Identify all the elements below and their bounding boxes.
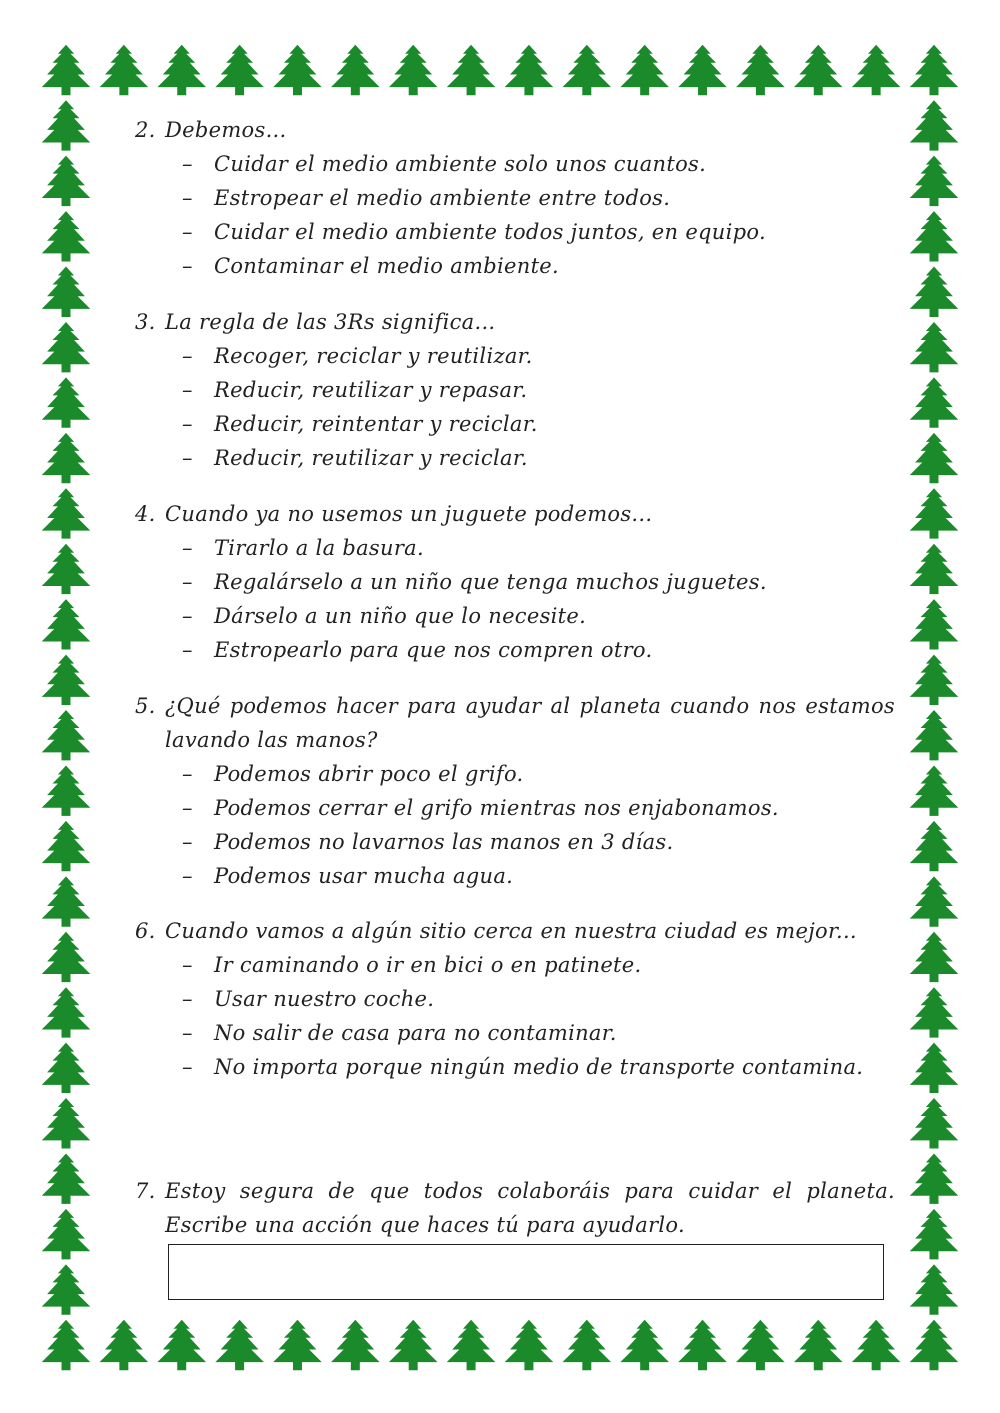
christmas-tree-icon: [910, 655, 959, 705]
christmas-tree-icon: [910, 1264, 959, 1314]
christmas-tree-icon: [910, 821, 959, 871]
option-item[interactable]: – Regalárselo a un niño que tenga muchos juguetes.: [135, 565, 895, 599]
option-item[interactable]: – Cuidar el medio ambiente solo unos cuantos.: [135, 147, 895, 181]
option-item[interactable]: – Reducir, reutilizar y repasar.: [135, 373, 895, 407]
option-text: Reducir, reutilizar y reciclar.: [214, 446, 528, 470]
christmas-tree-icon: [42, 322, 91, 372]
option-item[interactable]: – Podemos abrir poco el grifo.: [135, 757, 895, 791]
christmas-tree-icon: [910, 156, 959, 206]
christmas-tree-icon: [505, 1320, 554, 1370]
christmas-tree-icon: [42, 876, 91, 926]
question-text: La regla de las 3Rs significa...: [165, 310, 496, 334]
christmas-tree-icon: [42, 1043, 91, 1093]
christmas-tree-icon: [910, 932, 959, 982]
christmas-tree-icon: [620, 45, 669, 95]
option-item[interactable]: – Estropearlo para que nos compren otro.: [135, 633, 895, 667]
christmas-tree-icon: [42, 267, 91, 317]
christmas-tree-icon: [910, 1153, 959, 1203]
christmas-tree-icon: [389, 45, 438, 95]
option-text: Reducir, reintentar y reciclar.: [214, 412, 538, 436]
option-text: Ir caminando o ir en bici o en patinete.: [214, 953, 642, 977]
question-6: [135, 914, 895, 1084]
option-text: Podemos usar mucha agua.: [214, 864, 514, 888]
christmas-tree-icon: [910, 765, 959, 815]
christmas-tree-icon: [910, 322, 959, 372]
option-item[interactable]: – Dárselo a un niño que lo necesite.: [135, 599, 895, 633]
christmas-tree-icon: [273, 1320, 322, 1370]
christmas-tree-icon: [910, 1320, 959, 1370]
option-item[interactable]: – Reducir, reintentar y reciclar.: [135, 407, 895, 441]
christmas-tree-icon: [42, 1264, 91, 1314]
question-5: [135, 689, 895, 893]
option-item[interactable]: – Tirarlo a la basura.: [135, 531, 895, 565]
christmas-tree-icon: [678, 1320, 727, 1370]
christmas-tree-icon: [42, 1153, 91, 1203]
christmas-tree-icon: [910, 433, 959, 483]
option-item[interactable]: – Reducir, reutilizar y reciclar.: [135, 441, 895, 475]
answer-text-box[interactable]: [168, 1244, 884, 1300]
question-3: [135, 305, 895, 475]
christmas-tree-icon: [910, 267, 959, 317]
christmas-tree-icon: [910, 211, 959, 261]
christmas-tree-icon: [42, 100, 91, 150]
christmas-tree-icon: [157, 45, 206, 95]
christmas-tree-icon: [910, 710, 959, 760]
christmas-tree-icon: [42, 987, 91, 1037]
christmas-tree-icon: [910, 100, 959, 150]
christmas-tree-icon: [910, 45, 959, 95]
option-item[interactable]: – Usar nuestro coche.: [135, 982, 895, 1016]
option-text: Recoger, reciclar y reutilizar.: [214, 344, 533, 368]
christmas-tree-icon: [215, 45, 264, 95]
christmas-tree-icon: [42, 433, 91, 483]
christmas-tree-icon: [42, 156, 91, 206]
option-item[interactable]: – Ir caminando o ir en bici o en patinete.: [135, 948, 895, 982]
option-list: [135, 531, 895, 667]
christmas-tree-icon: [505, 45, 554, 95]
question-number: 5.: [135, 694, 156, 718]
question-number: 6.: [135, 919, 156, 943]
option-list: [135, 339, 895, 475]
christmas-tree-icon: [42, 1320, 91, 1370]
option-item[interactable]: – Recoger, reciclar y reutilizar.: [135, 339, 895, 373]
christmas-tree-icon: [910, 876, 959, 926]
option-item[interactable]: – Cuidar el medio ambiente todos juntos, en equipo.: [135, 215, 895, 249]
option-text: Cuidar el medio ambiente solo unos cuantos.: [214, 152, 707, 176]
christmas-tree-icon: [42, 599, 91, 649]
option-item[interactable]: – Podemos cerrar el grifo mientras nos enjabonamos.: [135, 791, 895, 825]
christmas-tree-icon: [447, 45, 496, 95]
christmas-tree-icon: [331, 45, 380, 95]
christmas-tree-icon: [331, 1320, 380, 1370]
christmas-tree-icon: [42, 211, 91, 261]
question-number: 4.: [135, 502, 156, 526]
christmas-tree-icon: [447, 1320, 496, 1370]
christmas-tree-icon: [910, 987, 959, 1037]
option-item[interactable]: – Contaminar el medio ambiente.: [135, 249, 895, 283]
option-text: Dárselo a un niño que lo necesite.: [214, 604, 587, 628]
option-text: No salir de casa para no contaminar.: [214, 1021, 617, 1045]
christmas-tree-icon: [736, 1320, 785, 1370]
christmas-tree-icon: [910, 1043, 959, 1093]
christmas-tree-icon: [563, 1320, 612, 1370]
christmas-tree-icon: [620, 1320, 669, 1370]
question-text: Cuando ya no usemos un juguete podemos...: [165, 502, 653, 526]
christmas-tree-icon: [42, 488, 91, 538]
option-text: Usar nuestro coche.: [214, 987, 435, 1011]
christmas-tree-icon: [563, 45, 612, 95]
option-item[interactable]: – Podemos no lavarnos las manos en 3 días.: [135, 825, 895, 859]
christmas-tree-icon: [42, 1209, 91, 1259]
option-text: Estropearlo para que nos compren otro.: [214, 638, 653, 662]
christmas-tree-icon: [42, 377, 91, 427]
christmas-tree-icon: [100, 45, 149, 95]
christmas-tree-icon: [910, 599, 959, 649]
question-text: ¿Qué podemos hacer para ayudar al planeta cuando nos estamos lavando las manos?: [165, 694, 895, 752]
christmas-tree-icon: [910, 544, 959, 594]
christmas-tree-icon: [42, 1098, 91, 1148]
christmas-tree-icon: [215, 1320, 264, 1370]
christmas-tree-icon: [273, 45, 322, 95]
christmas-tree-icon: [42, 655, 91, 705]
christmas-tree-icon: [42, 765, 91, 815]
christmas-tree-icon: [794, 45, 843, 95]
christmas-tree-icon: [736, 45, 785, 95]
option-text: Reducir, reutilizar y repasar.: [214, 378, 528, 402]
question-7: [135, 1174, 895, 1242]
option-text: Podemos cerrar el grifo mientras nos enjabonamos.: [214, 796, 779, 820]
christmas-tree-icon: [852, 45, 901, 95]
christmas-tree-icon: [42, 544, 91, 594]
christmas-tree-icon: [794, 1320, 843, 1370]
option-list: [135, 948, 895, 1084]
question-4: [135, 497, 895, 667]
christmas-tree-icon: [910, 377, 959, 427]
option-text: No importa porque ningún medio de transporte contamina.: [214, 1055, 864, 1079]
option-text: Podemos abrir poco el grifo.: [214, 762, 524, 786]
option-list: [135, 757, 895, 893]
question-text: Debemos...: [165, 118, 287, 142]
christmas-tree-icon: [389, 1320, 438, 1370]
option-list: [135, 147, 895, 283]
option-text: Tirarlo a la basura.: [214, 536, 424, 560]
christmas-tree-icon: [42, 45, 91, 95]
christmas-tree-icon: [852, 1320, 901, 1370]
christmas-tree-icon: [910, 488, 959, 538]
question-text: Estoy segura de que todos colaboráis para cuidar el planeta. Escribe una acción que haces tú para ayudarlo.: [165, 1179, 895, 1237]
christmas-tree-icon: [157, 1320, 206, 1370]
option-item[interactable]: – Estropear el medio ambiente entre todos.: [135, 181, 895, 215]
christmas-tree-icon: [100, 1320, 149, 1370]
christmas-tree-icon: [42, 821, 91, 871]
christmas-tree-icon: [678, 45, 727, 95]
option-text: Regalárselo a un niño que tenga muchos juguetes.: [214, 570, 767, 594]
option-text: Estropear el medio ambiente entre todos.: [214, 186, 671, 210]
christmas-tree-icon: [42, 710, 91, 760]
question-2: [135, 113, 895, 283]
question-text: Cuando vamos a algún sitio cerca en nuestra ciudad es mejor...: [165, 919, 857, 943]
option-item[interactable]: – No salir de casa para no contaminar.: [135, 1016, 895, 1050]
christmas-tree-icon: [910, 1209, 959, 1259]
option-text: Cuidar el medio ambiente todos juntos, en equipo.: [214, 220, 766, 244]
christmas-tree-icon: [42, 932, 91, 982]
option-item[interactable]: – Podemos usar mucha agua.: [135, 859, 895, 893]
option-text: Podemos no lavarnos las manos en 3 días.: [214, 830, 674, 854]
christmas-tree-icon: [910, 1098, 959, 1148]
question-number: 3.: [135, 310, 156, 334]
option-item[interactable]: – No importa porque ningún medio de transporte contamina.: [135, 1050, 895, 1084]
option-text: Contaminar el medio ambiente.: [214, 254, 560, 278]
question-number: 7.: [135, 1179, 156, 1203]
question-number: 2.: [135, 118, 156, 142]
